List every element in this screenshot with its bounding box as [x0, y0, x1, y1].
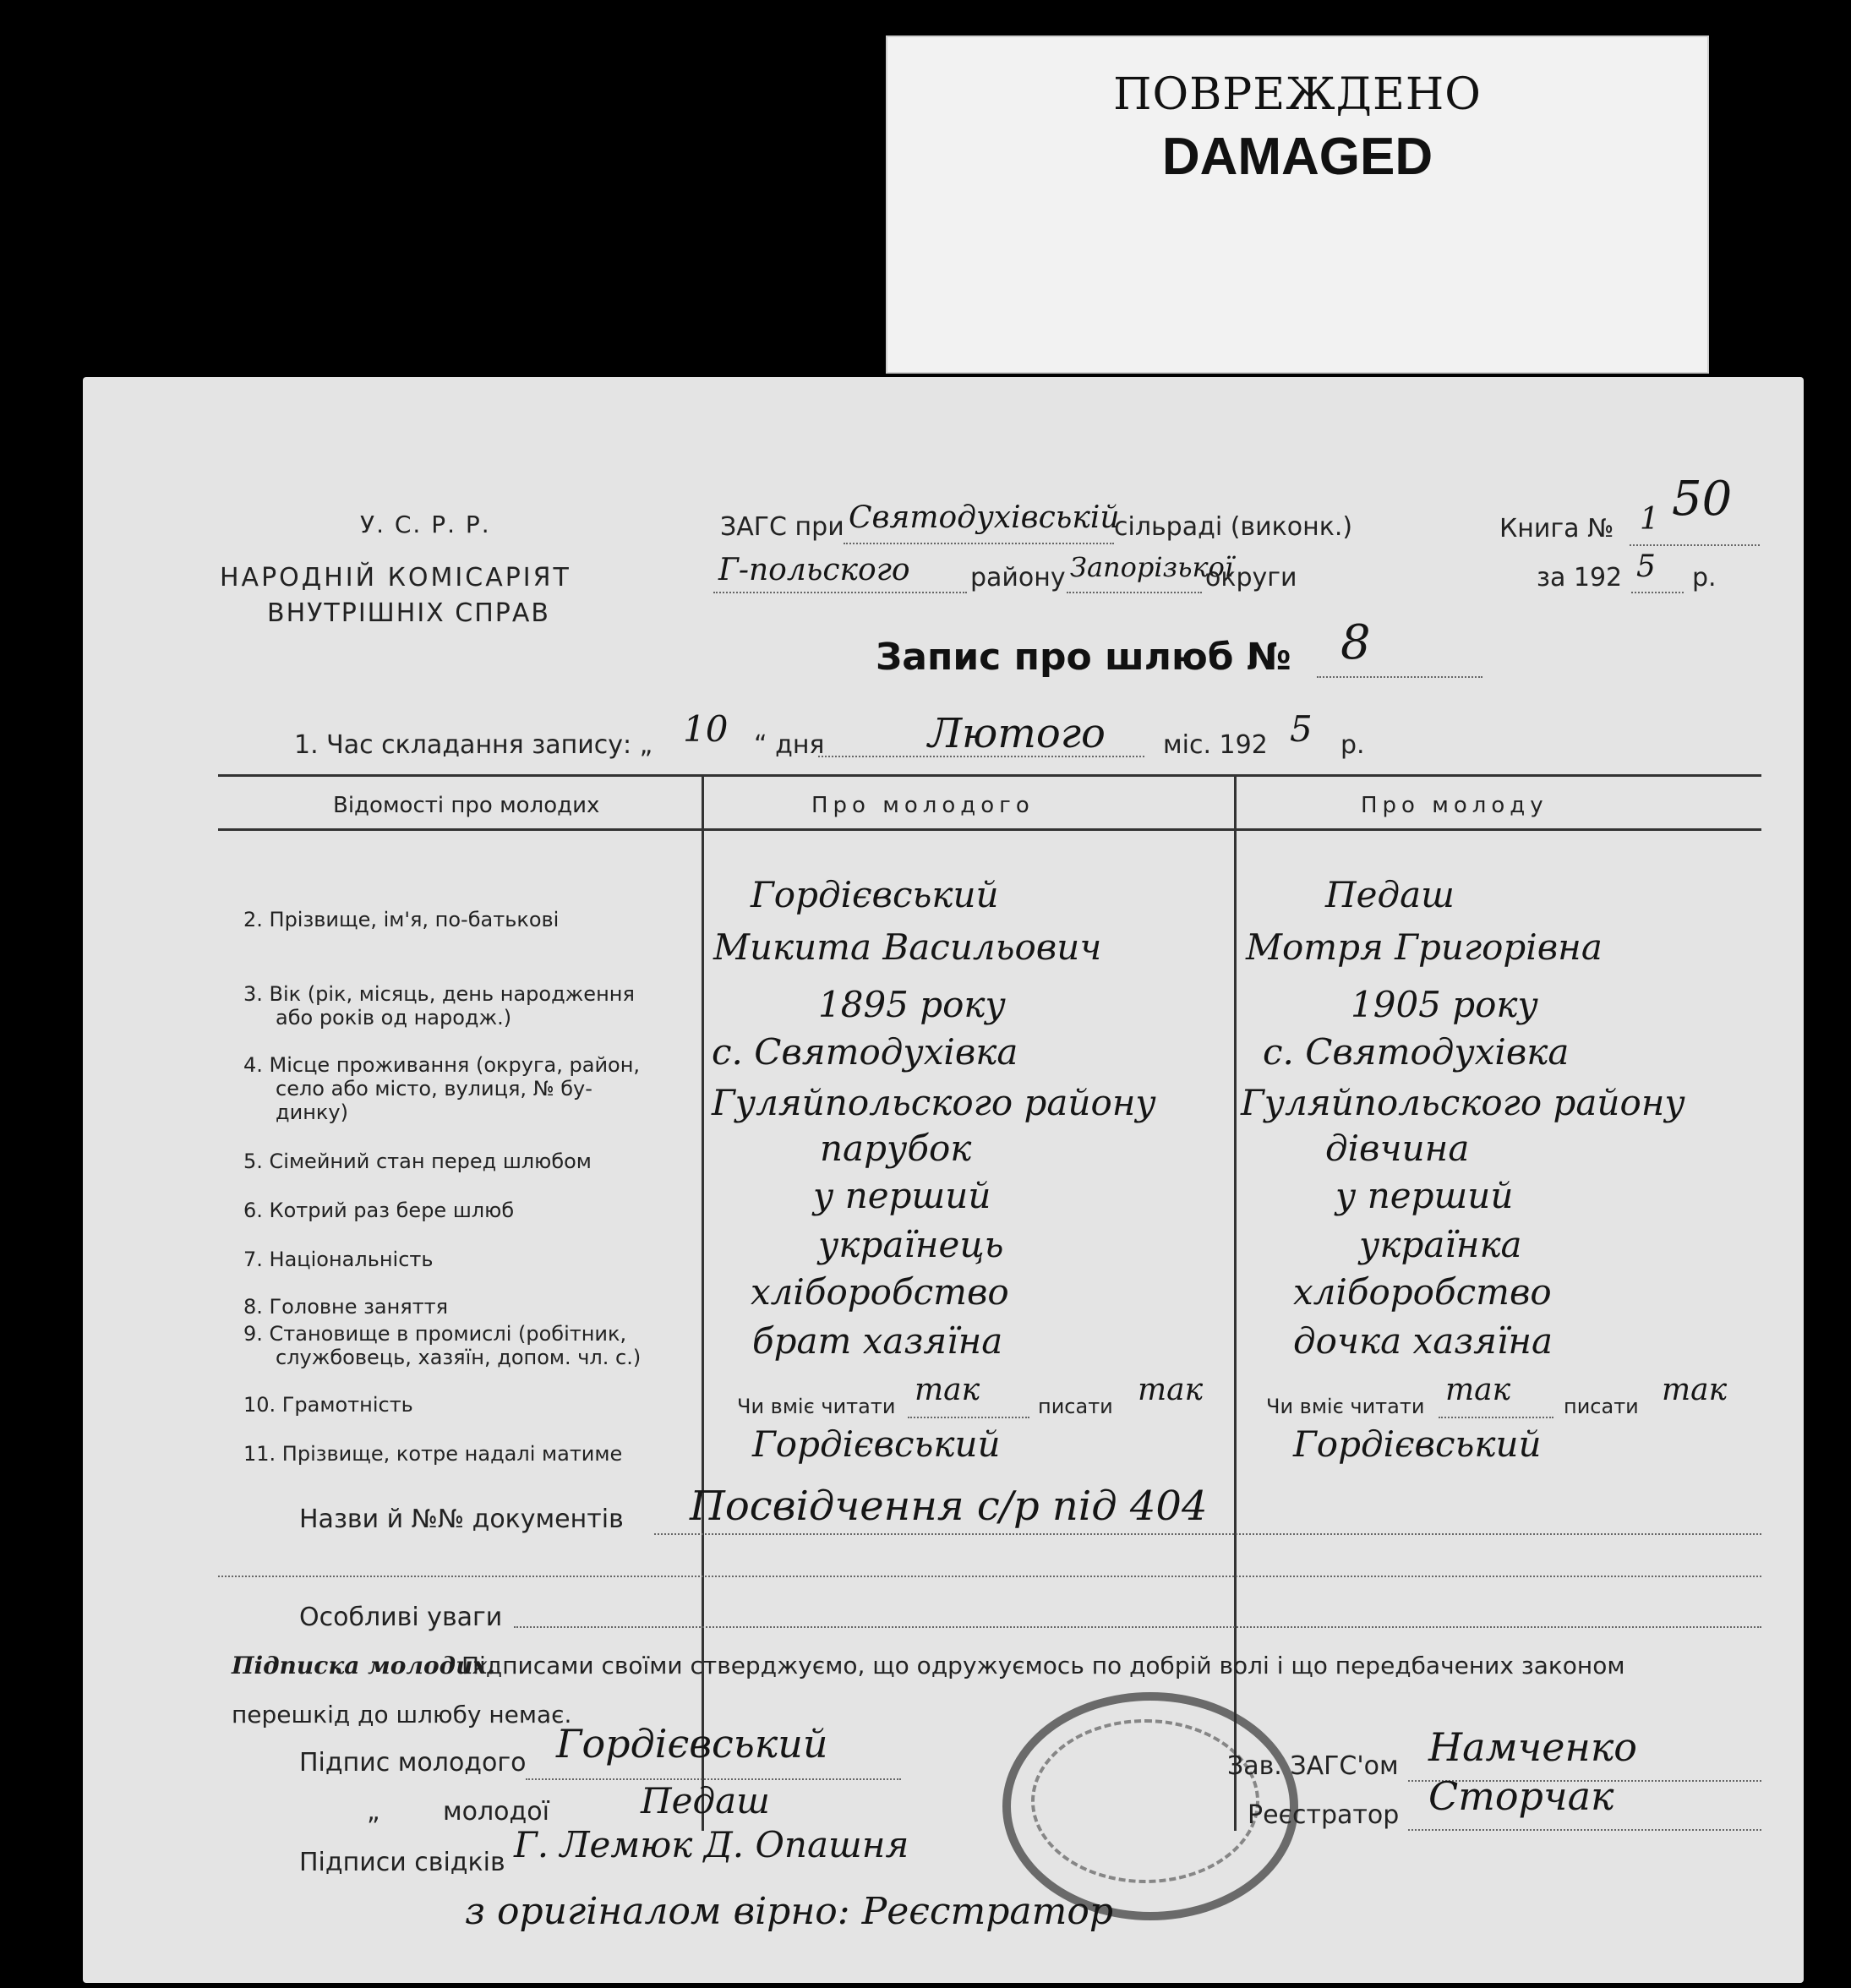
bride-future-surname: Гордієвський: [1293, 1423, 1542, 1465]
district-line: [713, 592, 967, 593]
bride-surname: Педаш: [1325, 874, 1455, 915]
groom-residence-2: Гуляйпольского району: [712, 1082, 1156, 1123]
row-label-position-1: 9. Становище в промислі (робітник,: [243, 1322, 627, 1346]
table-top-rule: [218, 774, 1761, 777]
row-label-nationality: 7. Національність: [243, 1248, 434, 1271]
bride-nationality: українка: [1359, 1224, 1522, 1265]
record-number-line: [1317, 676, 1482, 678]
okruha-label: округи: [1205, 563, 1297, 593]
groom-times: у перший: [813, 1175, 991, 1216]
year-label: за 192: [1537, 563, 1623, 593]
groom-signature: Гордієвський: [556, 1721, 828, 1767]
book-line: [1630, 544, 1760, 546]
bride-write-label: писати: [1564, 1395, 1639, 1418]
bride-residence-2: Гуляйпольского району: [1241, 1082, 1685, 1123]
time-year: 5: [1290, 708, 1313, 750]
bride-name: Мотря Григорівна: [1246, 926, 1603, 968]
declaration-text-1: Підписами своїми стверджуємо, що одружуємось по добрій волі і що передбачених законом: [461, 1652, 1625, 1679]
record-title: Запис про шлюб №: [876, 636, 1291, 679]
time-month-line: [818, 756, 1144, 757]
groom-occupation: хліборобство: [751, 1271, 1009, 1313]
col-header-groom: Про молодого: [811, 793, 1035, 818]
time-day-label: “ дня: [754, 730, 825, 760]
zags-head-label: Зав. ЗАГС'ом: [1227, 1751, 1399, 1781]
book-number: 1: [1640, 502, 1659, 537]
row-label-residence-2: село або місто, вулиця, № бу-: [276, 1077, 592, 1100]
row-label-occupation: 8. Головне заняття: [243, 1295, 449, 1319]
groom-surname: Гордієвський: [751, 874, 999, 915]
row-label-residence-1: 4. Місце проживання (округа, район,: [243, 1053, 641, 1077]
zags-name: Святодухівській: [849, 500, 1120, 535]
groom-name: Микита Васильович: [713, 926, 1102, 968]
header-internal-affairs: ВНУТРІШНІХ СПРАВ: [267, 598, 550, 628]
time-month: Лютого: [928, 710, 1106, 757]
declaration-lead: Підписка молодих.: [232, 1652, 495, 1679]
groom-status: парубок: [820, 1128, 972, 1169]
time-day: 10: [683, 708, 729, 750]
year-digit: 5: [1636, 549, 1656, 584]
bride-signature-prefix: „: [367, 1797, 380, 1827]
groom-position: брат хазяїна: [752, 1320, 1003, 1362]
zags-suffix: сільраді (виконк.): [1114, 512, 1353, 542]
official-stamp-inner-ring: [1031, 1719, 1259, 1883]
registrar-line: [1408, 1829, 1761, 1831]
table-header-rule: [218, 828, 1761, 831]
book-extra-number: 50: [1672, 472, 1733, 527]
groom-future-surname: Гордієвський: [752, 1423, 1001, 1465]
district-label: району: [970, 563, 1066, 593]
damaged-label-card: [886, 36, 1709, 374]
time-suffix: р.: [1340, 730, 1365, 760]
col-header-bride: Про молоду: [1361, 793, 1548, 818]
groom-write-label: писати: [1038, 1395, 1113, 1418]
groom-read-value: так: [915, 1373, 980, 1407]
zags-prefix: ЗАГС при: [720, 512, 844, 542]
zags-head-signature: Намченко: [1428, 1724, 1637, 1770]
groom-age: 1895 року: [818, 984, 1006, 1025]
declaration-text-2: перешкід до шлюбу немає.: [232, 1701, 572, 1729]
time-label: 1. Час складання запису: „: [294, 730, 653, 760]
groom-read-label: Чи вміє читати: [737, 1395, 896, 1418]
witness-label: Підписи свідків: [299, 1848, 505, 1877]
witness-signatures: Г. Лемюк Д. Опашня: [514, 1824, 909, 1865]
okruha-name: Запорізької: [1070, 551, 1234, 583]
record-number: 8: [1340, 615, 1371, 670]
damaged-label-ru: ПОВРЕЖДЕНО: [1113, 69, 1482, 120]
bride-read-label: Чи вміє читати: [1266, 1395, 1425, 1418]
bride-write-value: так: [1662, 1373, 1728, 1407]
okruha-line: [1067, 592, 1202, 593]
damaged-label-en: DAMAGED: [1161, 128, 1433, 186]
bride-signature: Педаш: [641, 1780, 770, 1821]
groom-write-value: так: [1138, 1373, 1204, 1407]
header-ussr: У. С. Р. Р.: [360, 511, 491, 538]
bride-times: у перший: [1335, 1175, 1514, 1216]
bride-occupation: хліборобство: [1293, 1271, 1552, 1313]
groom-nationality: українець: [818, 1224, 1004, 1265]
row-label-age-2: або років од народж.): [276, 1006, 512, 1030]
col-header-info: Відомості про молодих: [333, 793, 600, 818]
documents-line: [654, 1533, 1761, 1535]
row-label-status: 5. Сімейний стан перед шлюбом: [243, 1150, 592, 1173]
certification-note: з оригіналом вірно: Реєстратор: [465, 1890, 1114, 1933]
bride-position: дочка хазяїна: [1293, 1320, 1553, 1362]
row-label-times: 6. Котрий раз бере шлюб: [243, 1199, 515, 1222]
header-commissariat: НАРОДНІЙ КОМІСАРІЯТ: [220, 563, 571, 593]
remarks-label: Особливі уваги: [299, 1603, 503, 1632]
documents-line-2: [218, 1576, 1761, 1577]
bride-read-line: [1439, 1417, 1553, 1418]
bride-residence-1: с. Святодухівка: [1263, 1031, 1570, 1073]
zags-line: [844, 543, 1114, 544]
marriage-record-sheet: [83, 377, 1804, 1983]
year-suffix: р.: [1692, 563, 1717, 593]
bride-read-value: так: [1445, 1373, 1511, 1407]
row-label-name: 2. Прізвище, ім'я, по-батькові: [243, 908, 560, 931]
row-label-position-2: службовець, хазяїн, допом. чл. с.): [276, 1346, 642, 1369]
registrar-signature: Сторчак: [1428, 1773, 1614, 1819]
district-name: Г-польского: [718, 553, 910, 587]
bride-age: 1905 року: [1351, 984, 1538, 1025]
registrar-label: Реєстратор: [1248, 1800, 1400, 1830]
documents-label: Назви й №№ документів: [299, 1505, 624, 1534]
groom-residence-1: с. Святодухівка: [712, 1031, 1018, 1073]
documents-value: Посвідчення с/р під 404: [690, 1483, 1208, 1530]
row-label-future-surname: 11. Прізвище, котре надалі матиме: [243, 1442, 623, 1466]
groom-read-line: [908, 1417, 1029, 1418]
bride-status: дівчина: [1325, 1128, 1470, 1169]
row-label-age-1: 3. Вік (рік, місяць, день народження: [243, 982, 635, 1006]
book-label: Книга №: [1499, 514, 1614, 543]
remarks-line: [514, 1626, 1761, 1628]
groom-signature-label: Підпис молодого: [299, 1748, 527, 1778]
bride-signature-label: молодої: [443, 1797, 549, 1827]
row-label-residence-3: динку): [276, 1100, 348, 1124]
row-label-literacy: 10. Грамотність: [243, 1393, 413, 1417]
time-month-label: міс. 192: [1163, 730, 1268, 760]
year-line: [1631, 592, 1684, 593]
